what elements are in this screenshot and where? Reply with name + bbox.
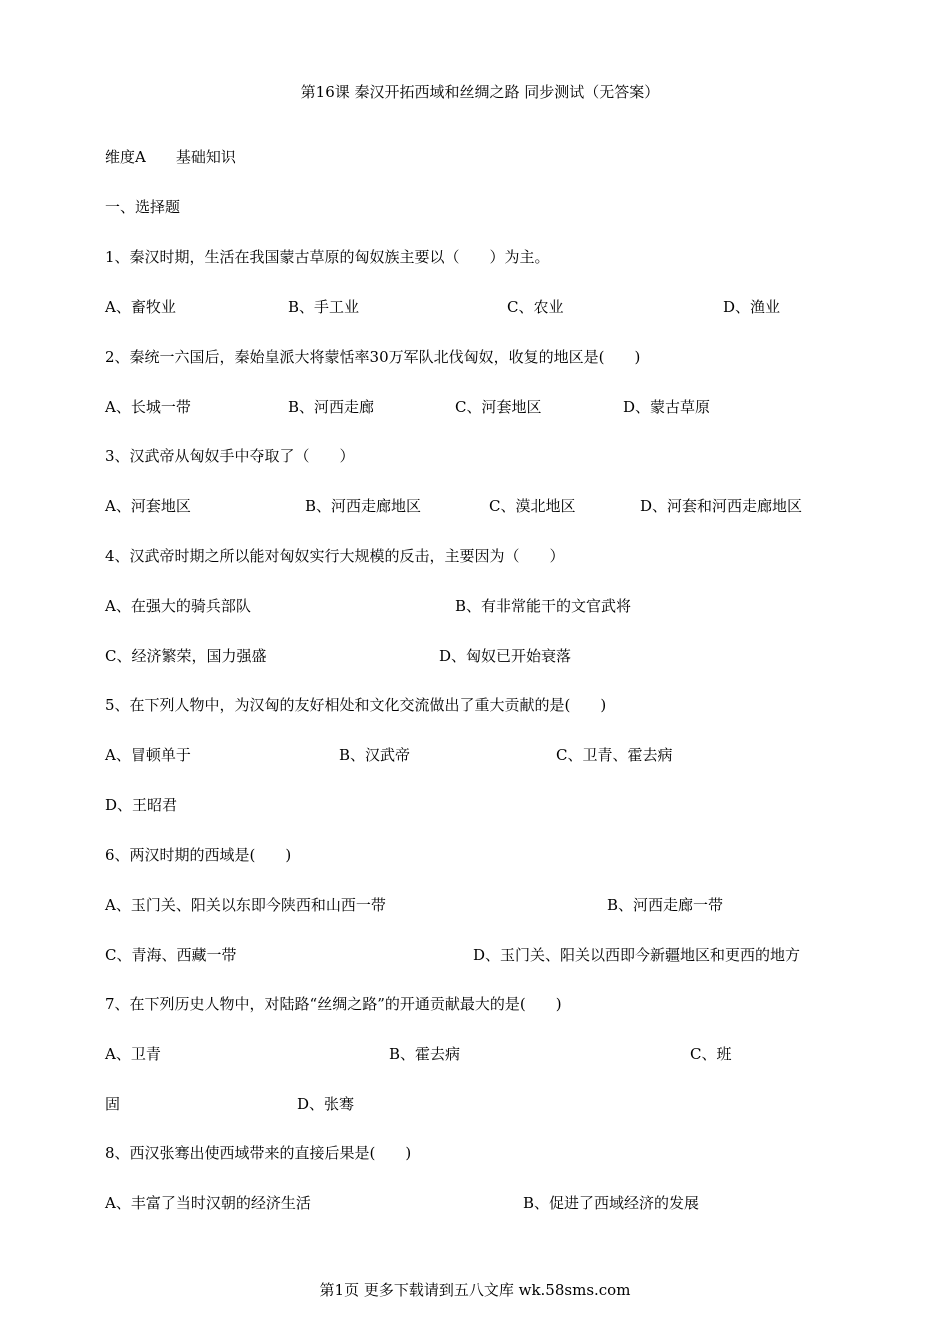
question-1-stem: 1、秦汉时期，生活在我国蒙古草原的匈奴族主要以（ ）为主。 (105, 248, 550, 266)
question-8-option-b: B、促进了西域经济的发展 (523, 1194, 700, 1212)
question-6-option-a: A、玉门关、阳关以东即今陕西和山西一带 (105, 896, 386, 914)
question-2-option-b: B、河西走廊 (288, 398, 375, 416)
document-title: 第16课 秦汉开拓西域和丝绸之路 同步测试（无答案） (300, 83, 660, 101)
question-7-stem: 7、在下列历史人物中，对陆路“丝绸之路”的开通贡献最大的是( ) (105, 995, 562, 1013)
question-5-option-d: D、王昭君 (105, 796, 178, 814)
question-1-option-c: C、农业 (507, 298, 564, 316)
question-7-option-c: C、班 (690, 1045, 732, 1063)
question-5-stem: 5、在下列人物中，为汉匈的友好相处和文化交流做出了重大贡献的是( ) (105, 696, 607, 714)
question-3-option-a: A、河套地区 (105, 497, 191, 515)
question-8-option-a: A、丰富了当时汉朝的经济生活 (105, 1194, 311, 1212)
question-3-option-d: D、河套和河西走廊地区 (640, 497, 803, 515)
section-heading: 一、选择题 (105, 198, 181, 216)
question-2-option-a: A、长城一带 (105, 398, 191, 416)
page-footer: 第1页 更多下载请到五八文库 wk.58sms.com (319, 1281, 631, 1299)
question-6-stem: 6、两汉时期的西域是( ) (105, 846, 292, 864)
question-7-option-a: A、卫青 (105, 1045, 161, 1063)
question-1-option-a: A、畜牧业 (105, 298, 176, 316)
question-8-stem: 8、西汉张骞出使西域带来的直接后果是( ) (105, 1144, 412, 1162)
question-7-option-b: B、霍去病 (389, 1045, 461, 1063)
question-1-option-d: D、渔业 (723, 298, 781, 316)
question-4-option-d: D、匈奴已开始衰落 (439, 647, 572, 665)
question-2-option-c: C、河套地区 (455, 398, 542, 416)
question-2-stem: 2、秦统一六国后，秦始皇派大将蒙恬率30万军队北伐匈奴，收复的地区是( ) (105, 348, 641, 366)
question-7-option-d: D、张骞 (297, 1095, 355, 1113)
question-1-option-b: B、手工业 (288, 298, 360, 316)
question-2-option-d: D、蒙古草原 (623, 398, 711, 416)
question-4-stem: 4、汉武帝时期之所以能对匈奴实行大规模的反击，主要因为（ ） (105, 547, 565, 565)
question-3-stem: 3、汉武帝从匈奴手中夺取了（ ） (105, 447, 355, 465)
question-5-option-a: A、冒顿单于 (105, 746, 191, 764)
question-5-option-b: B、汉武帝 (339, 746, 411, 764)
question-5-option-c: C、卫青、霍去病 (556, 746, 673, 764)
question-3-option-c: C、漠北地区 (489, 497, 576, 515)
question-6-option-b: B、河西走廊一带 (607, 896, 724, 914)
question-6-option-c: C、青海、西藏一带 (105, 946, 237, 964)
dimension-heading: 维度A 基础知识 (105, 148, 236, 166)
question-3-option-b: B、河西走廊地区 (305, 497, 422, 515)
question-4-option-a: A、在强大的骑兵部队 (105, 597, 251, 615)
question-7-option-c-continued: 固 (105, 1095, 121, 1113)
question-6-option-d: D、玉门关、阳关以西即今新疆地区和更西的地方 (473, 946, 801, 964)
question-4-option-b: B、有非常能干的文官武将 (455, 597, 632, 615)
question-4-option-c: C、经济繁荣，国力强盛 (105, 647, 267, 665)
